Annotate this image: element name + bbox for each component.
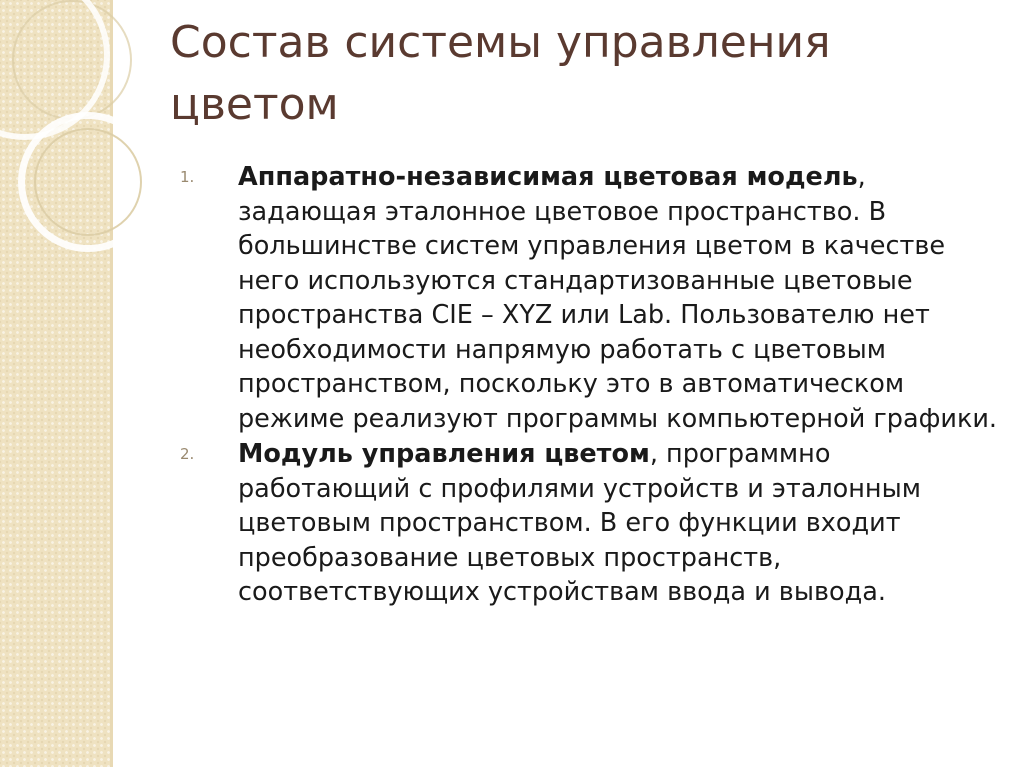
slide-title: Состав системы управления цветом [170, 17, 831, 130]
list-item-text: , задающая эталонное цветовое пространство. В большинстве систем управления цветом в качестве него используются стандартизованные цветовые пространства CIE – XYZ или Lab. Пользователю нет необходимости напрямую работать с цветовым пространством, поскольку это в автоматическом режиме реализуют программы компьютерной графики. [238, 162, 998, 434]
list-item [160, 437, 1000, 610]
list-item-term: Аппаратно-независимая цветовая модель [238, 162, 858, 192]
list-item-term: Модуль управления цветом [238, 439, 650, 469]
decorative-ring [34, 128, 142, 236]
list-item-number: 1. [180, 168, 195, 186]
list-item-text: , программно работающий с профилями устройств и эталонным цветовым пространством. В его функции входит преобразование цветовых пространств, соответствующих устройствам ввода и вывода. [238, 439, 921, 607]
numbered-list [160, 160, 1000, 611]
list-item [160, 160, 1000, 436]
list-item-number: 2. [180, 445, 195, 463]
